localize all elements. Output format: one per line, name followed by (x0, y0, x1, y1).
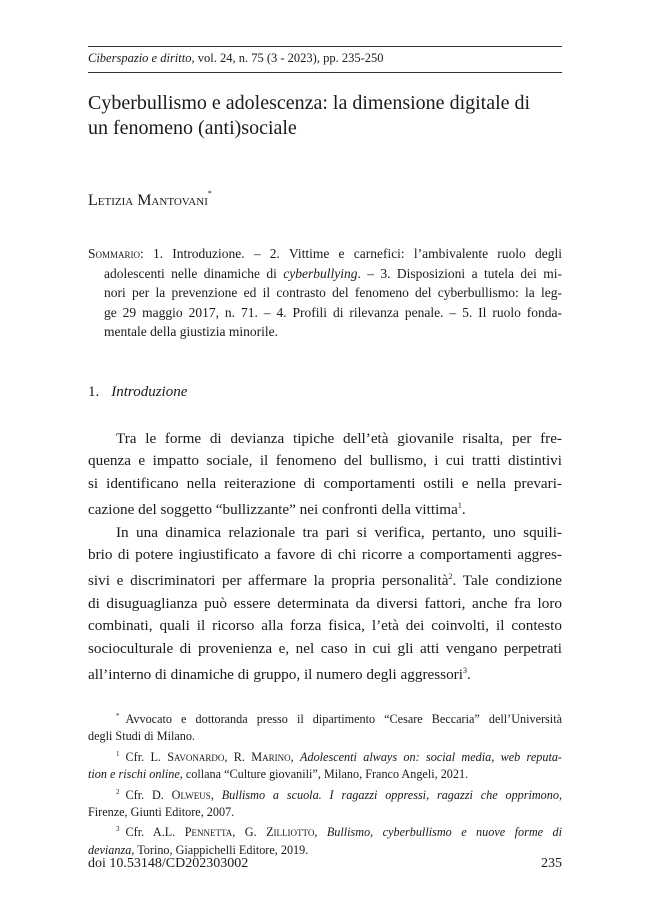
footnote-marker: 3 (116, 825, 120, 834)
body-line: combinati, quali il ricorso alla forza fisica, l’età dei coinvolti, il contesto (88, 617, 562, 635)
summary-label: Sommario: (88, 246, 144, 261)
footnote-line: $^3$ Cfr. A.L. Pennetta, G. Zilliotto, Bullismo, cyberbullismo e nuove forme di (116, 825, 562, 840)
footnote-work-title: devianza (88, 842, 132, 857)
body-line: sivi e discriminatori per affermare la propria personalità$^2$. Tale condizione (88, 572, 562, 590)
body-line: brio di potere ingiustificato a favore di chi ricorre a comportamenti aggres- (88, 546, 562, 564)
footnote-line: tion e rischi online, collana “Culture giovanili”, Milano, Franco Angeli, 2021. (88, 767, 469, 782)
section-title: Introduzione (111, 384, 188, 400)
article-author (88, 189, 212, 210)
footnote-work-title: Adolescenti always on: social media, web reputa- (300, 749, 562, 764)
footnote-marker: 1 (116, 749, 120, 758)
summary-line: adolescenti nelle dinamiche di cyberbullying. – 3. Disposizioni a tutela dei mi- (104, 265, 562, 281)
footnote-marker: 2 (116, 787, 120, 796)
article-title-line-2: un fenomeno (anti)sociale (88, 117, 297, 139)
journal-citation (88, 51, 383, 66)
footnote-reference[interactable]: 3 (462, 666, 467, 676)
footnotes (88, 708, 562, 859)
body-line: di disuguaglianza può essere determinata da diversi fattori, anche fra loro (88, 594, 562, 612)
summary-line: mentale della giustizia minorile. (104, 324, 278, 339)
body-line: Tra le forme di devianza tipiche dell’età giovanile risalta, per fre- (116, 430, 562, 447)
body-text (88, 428, 562, 686)
footnote-author: Marino (251, 749, 291, 764)
body-line: quenza e impatto sociale, il fenomeno del bullismo, i cui tratti distintivi (88, 452, 562, 470)
section-number: 1. (88, 384, 100, 400)
article-title (88, 91, 562, 141)
author-name: Letizia Mantovani (88, 192, 208, 209)
footnote-line: devianza, Torino, Giappichelli Editore, 2019. (88, 842, 309, 857)
body-line: In una dinamica relazionale tra pari si verifica, pertanto, uno squili- (116, 523, 562, 541)
footnote-author: Zilliotto (266, 825, 315, 840)
footnote-reference[interactable]: 1 (457, 501, 462, 511)
summary-line: Sommario: 1. Introduzione. – 2. Vittime e carnefici: l’ambivalente ruolo degli (88, 246, 562, 261)
footnote-line: * Avvocato e dottoranda presso il dipartimento “Cesare Beccaria” dell’Università (116, 712, 562, 726)
section-heading (88, 384, 187, 401)
body-line: si identificano nella reiterazione di comportamenti ostili e nella prevari- (88, 474, 562, 492)
journal-details: , vol. 24, n. 75 (3 - 2023), pp. 235-250 (191, 51, 384, 65)
footnote-line: $^2$ Cfr. D. Olweus, Bullismo a scuola. I ragazzi oppressi, ragazzi che opprimono, (116, 787, 563, 802)
footnote-work-title: Bullismo, cyberbullismo e nuove forme di (326, 825, 562, 840)
journal-name: Ciberspazio e diritto (88, 51, 192, 65)
author-footnote-marker: * (207, 189, 212, 198)
footnote-line: Firenze, Giunti Editore, 2007. (88, 805, 235, 820)
article-title-line-1: Cyberbullismo e adolescenza: la dimensione digitale di (88, 92, 531, 114)
footnote-reference[interactable]: 2 (448, 572, 453, 582)
footnote-line: $^1$ Cfr. L. Savonardo, R. Marino, Adolescenti always on: social media, web reputa- (116, 749, 562, 764)
footnote-work-title: tion e rischi online (88, 767, 180, 782)
header-top-rule (88, 46, 562, 47)
footnote-line: degli Studi di Milano. (88, 729, 195, 744)
footnote-work-title: Bullismo a scuola. I ragazzi oppressi, ragazzi che opprimono (221, 787, 559, 802)
body-line: all’interno di dinamiche di gruppo, il numero degli aggressori$^3$. (88, 666, 471, 684)
article-summary (88, 244, 562, 342)
summary-line: ge 29 maggio 2017, n. 71. – 4. Profili di rilevanza penale. – 5. Il ruolo fonda- (104, 304, 562, 320)
header-bottom-rule (88, 72, 562, 73)
body-line: cazione del soggetto “bullizzante” nei confronti della vittima$^1$. (88, 501, 466, 519)
footnote-marker: * (116, 712, 120, 720)
footnote-author: Olweus (171, 787, 211, 802)
summary-line: nori per la prevenzione ed il contrasto del fenomeno del cyberbullismo: la leg- (104, 285, 562, 300)
footnote-author: Savonardo (167, 749, 225, 764)
footnote-author: Pennetta (184, 825, 233, 840)
body-line: socioculturale di provenienza e, nel caso in cui gli atti vengano perpetrati (88, 639, 562, 657)
doi-link[interactable]: doi 10.53148/CD202303002 (88, 856, 249, 871)
summary-italic-term: cyberbullying (283, 265, 358, 281)
page-number: 235 (541, 856, 562, 871)
